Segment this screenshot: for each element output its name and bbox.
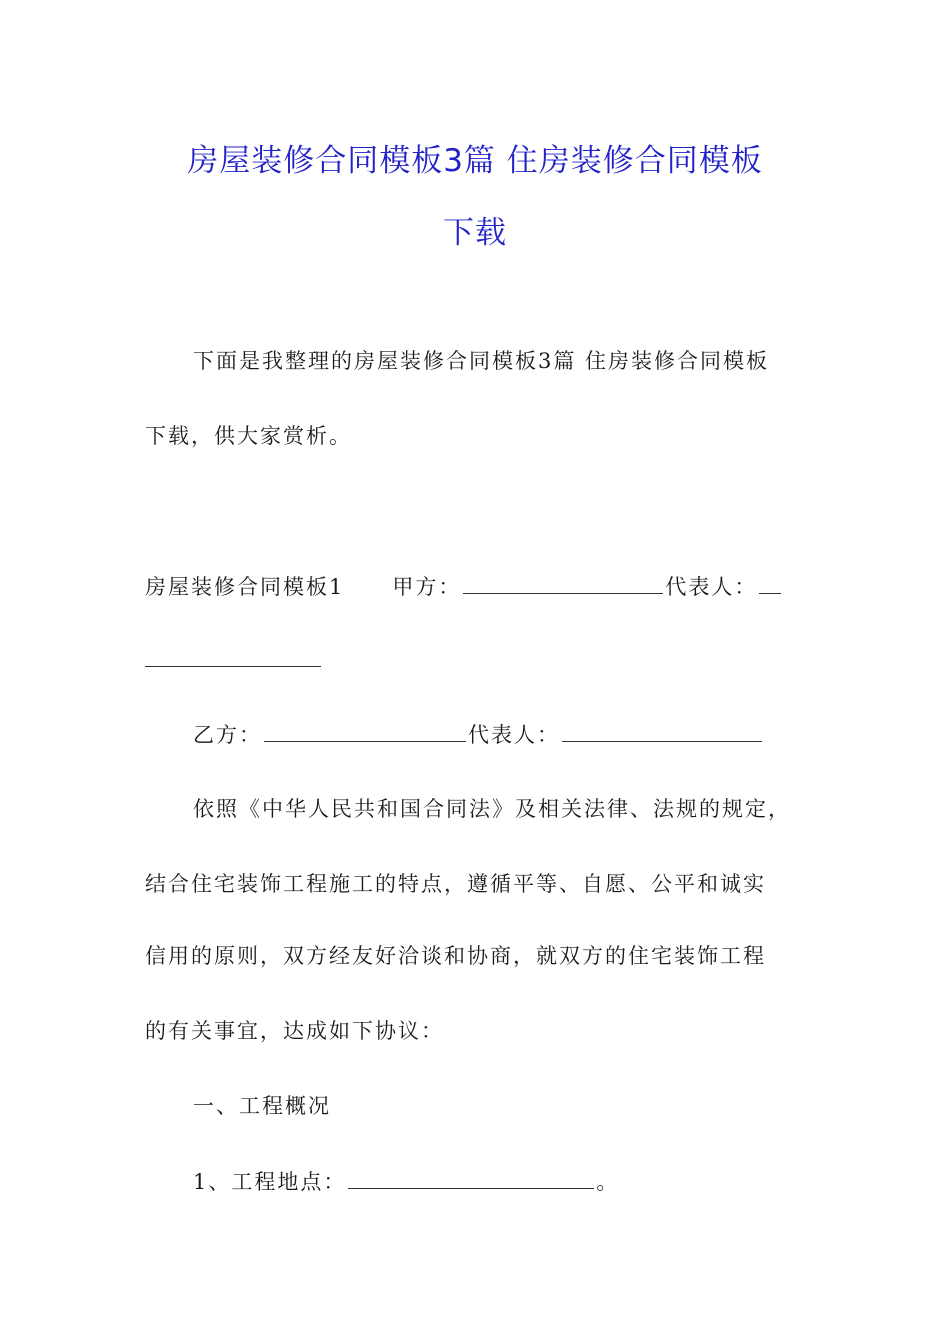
- paragraph-1-line-3: 信用的原则，双方经友好洽谈和协商，就双方的住宅装饰工程: [145, 944, 766, 968]
- party-b-label: 乙方：: [193, 723, 262, 747]
- item-1-blank: [348, 1166, 594, 1189]
- party-b-line: [193, 719, 764, 750]
- paragraph-1-line-1: 依照《中华人民共和国合同法》及相关法律、法规的规定，: [193, 797, 791, 821]
- party-a-representative-blank-cont: [145, 644, 321, 667]
- section-heading: 房屋装修合同模板1: [145, 575, 345, 599]
- party-b-representative-blank: [562, 719, 762, 742]
- party-a-representative-label: 代表人：: [665, 575, 758, 599]
- party-a-continuation: [145, 644, 323, 675]
- document-title-line-1: 房屋装修合同模板3篇 住房装修合同模板: [187, 143, 763, 179]
- clause-1-heading: 一、工程概况: [193, 1094, 331, 1118]
- party-a-blank: [463, 571, 663, 594]
- paragraph-1-line-2: 结合住宅装饰工程施工的特点，遵循平等、自愿、公平和诚实: [145, 872, 766, 896]
- paragraph-1-line-4: 的有关事宜，达成如下协议：: [145, 1019, 444, 1043]
- party-b-representative-label: 代表人：: [468, 723, 560, 747]
- intro-line-1: 下面是我整理的房屋装修合同模板3篇 住房装修合同模板: [193, 349, 770, 373]
- party-a-representative-blank: [759, 571, 781, 594]
- item-1-end: 。: [596, 1170, 620, 1194]
- document-title-line-2: 下载: [443, 215, 507, 251]
- party-a-label: 甲方：: [392, 575, 462, 599]
- item-1-line: [193, 1166, 619, 1197]
- party-b-blank: [264, 719, 466, 742]
- intro-line-2: 下载，供大家赏析。: [145, 424, 352, 448]
- party-a-line: [145, 571, 783, 602]
- item-1-label: 1、工程地点：: [193, 1170, 347, 1194]
